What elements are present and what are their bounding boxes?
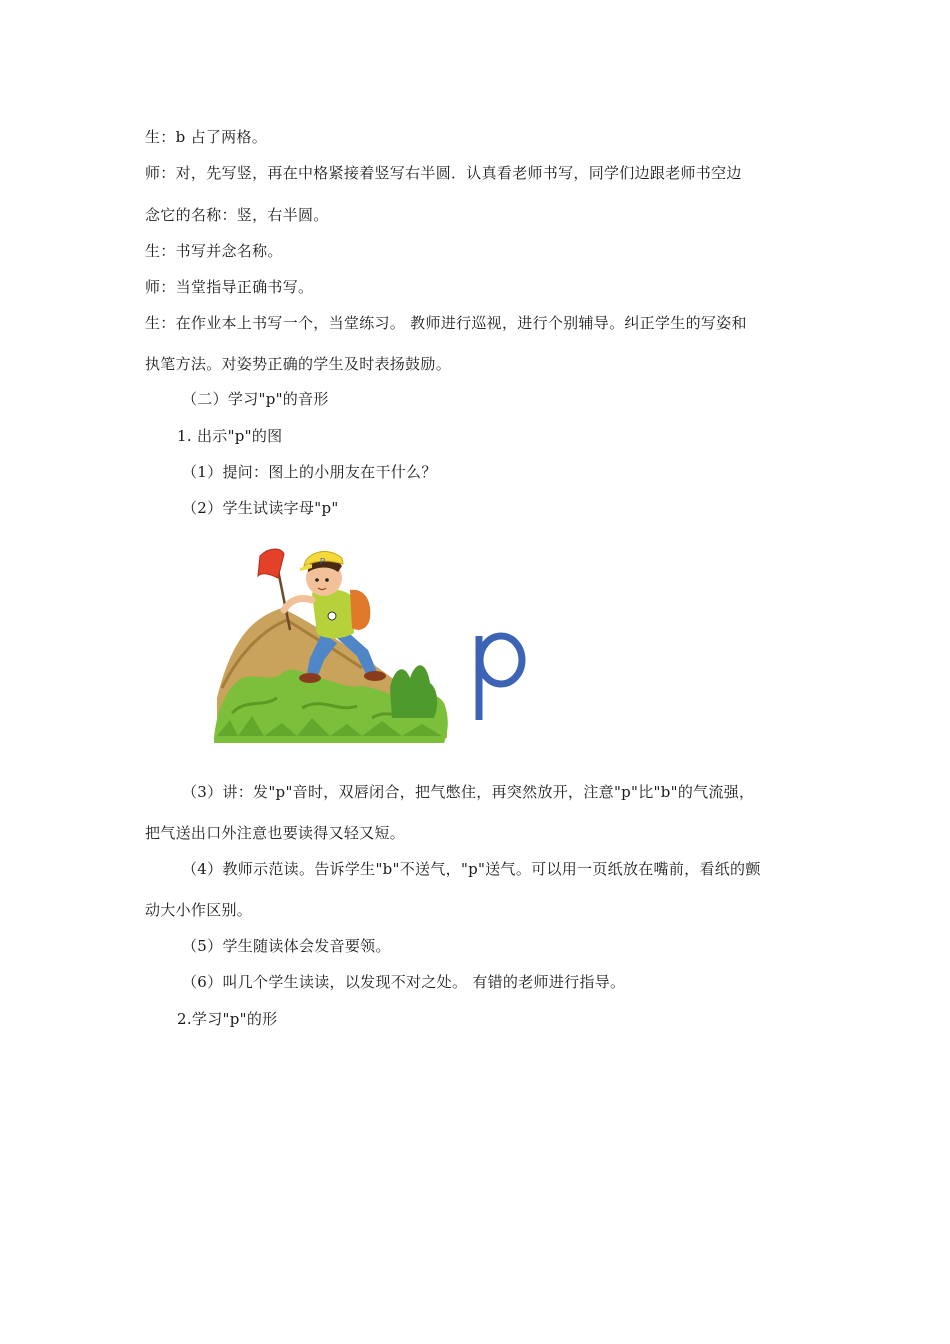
text-line-12: （3）讲：发"p"音时，双唇闭合，把气憋住，再突然放开，注意"p"比"b"的气流强， xyxy=(182,783,755,801)
text-line-4: 生：书写并念名称。 xyxy=(145,242,283,260)
text-line-15: 动大小作区别。 xyxy=(145,901,253,919)
text-line-3: 念它的名称：竖，右半圆。 xyxy=(145,206,329,224)
text-line-13: 把气送出口外注意也要读得又轻又短。 xyxy=(145,824,406,842)
text-line-18: 2.学习"p"的形 xyxy=(177,1010,278,1028)
text-line-7: 执笔方法。对姿势正确的学生及时表扬鼓励。 xyxy=(145,355,452,373)
bush xyxy=(390,665,437,718)
text-line-16: （5）学生随读体会发音要领。 xyxy=(182,937,391,955)
flag xyxy=(258,549,284,578)
text-line-9: 1. 出示"p"的图 xyxy=(177,427,283,445)
text-line-6: 生：在作业本上书写一个，当堂练习。 教师进行巡视，进行个别辅导。纠正学生的写姿和 xyxy=(145,314,747,332)
text-line-17: （6）叫几个学生读读，以发现不对之处。 有错的老师进行指导。 xyxy=(182,973,626,991)
text-line-10: （1）提问：图上的小朋友在干什么？ xyxy=(182,463,437,481)
letter-p-large xyxy=(470,628,530,724)
text-line-1: 生：b 占了两格。 xyxy=(145,128,268,146)
text-line-14: （4）教师示范读。告诉学生"b"不送气，"p"送气。可以用一页纸放在嘴前，看纸的颤 xyxy=(182,860,761,878)
cap-letter: P xyxy=(320,557,326,566)
section-heading: （二）学习"p"的音形 xyxy=(182,390,329,408)
backpack xyxy=(350,590,370,630)
text-line-11: （2）学生试读字母"p" xyxy=(182,499,339,517)
text-line-5: 师：当堂指导正确书写。 xyxy=(145,278,314,296)
text-line-2: 师：对，先写竖，再在中格紧接着竖写右半圆．认真看老师书写，同学们边跟老师书空边 xyxy=(145,164,742,182)
